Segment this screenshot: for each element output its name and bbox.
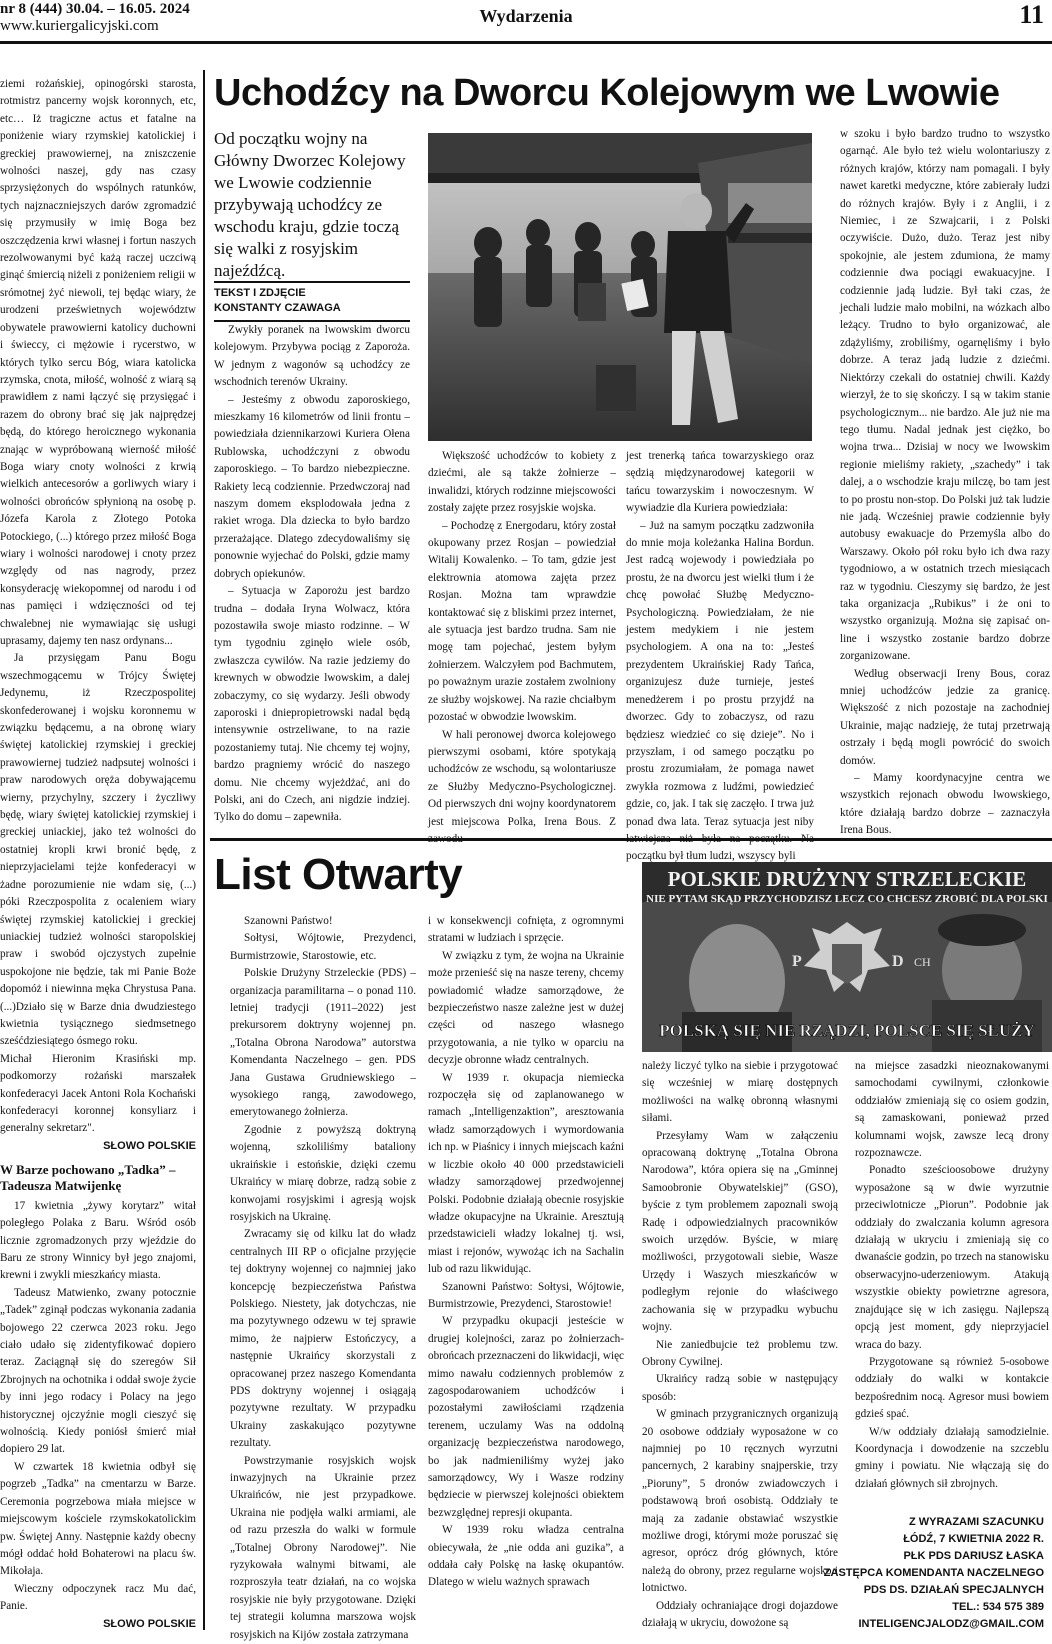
signature-line: ZASTĘPCA KOMENDANTA NACZELNEGO: [823, 1567, 1044, 1579]
paragraph: W przypadku okupacji jesteście w drugiej kolejności, zaraz po żołnierzach-obrońcach przeznaczeni do likwidacji, więc mimo nawału codziennych problemów z zagospodarowaniem uchodźców i pozostałymi zawiłościami rządzenia terenem, uczulamy Was na oddolną organizację bezpieczeństwa narodowego, bo jak nadmieniliśmy wyżej jako samorządowcy, Wy i Wasze rodziny będziecie w pierwszej kolejności obiektem bezwzględnej represji okupanta.: [428, 1315, 624, 1519]
signature-line: ŁÓDŹ, 7 KWIETNIA 2022 R.: [903, 1533, 1044, 1545]
source-label: SŁOWO POLSKIE: [103, 1139, 196, 1152]
paragraph: 17 kwietnia „żywy korytarz” witał poległego Polaka z Baru. Wśród osób licznie zgromadzonych przy wjeździe do Baru ze strony Winnicy był jego znajomi, krewni i zwykli mieszkańcy miasta.: [0, 1199, 196, 1282]
column-divider: [203, 70, 205, 1630]
email-link[interactable]: INTELIGENCJALODZ@GMAIL.COM: [858, 1618, 1044, 1630]
paragraph: Ja przysięgam Panu Bogu wszechmogącemu w Trójcy Świętej Jedynemu, iż Rzeczpospolitej skonfederowanej i wojsku koronnemu w związku będącemu, a na obronę wiary świętej katolickiej rzymskiej i greckiej prawowiernej tudzież nadpsutej wolności i praw narodowych oręża dobywającemu wierny, przychylny, szczery i życzliwy będę, wiary świętej katolickiej rzymskiej i greckiej uniackiej, jako też wolności do ostatniej kropli krwi bronić będę, z nieprzyjacielami tejże konfederacyi w żadne porozumienie nie wdam się, (...) póki Rzeczpospolita z ocaleniem wiary świętej rzymskiej katolickiej i greckiej uniackiej tudzież wolności staropolskiej praw i swobód ojczystych zupełnie uspokojone nie będzie, tak mi Panie Boże dopomóż i niewinna męka Chrystusa Pana. (...)Działo się w Barze dnia dwudziestego kwietnia tysiącznego siedmsetnego sześćdziesiątego ósmego roku.: [0, 652, 196, 1048]
paragraph: Sołtysi, Wójtowie, Prezydenci, Burmistrzowie, Starostowie, etc.: [230, 932, 416, 962]
byline-line: TEKST I ZDJĘCIE: [214, 287, 306, 299]
photo-illustration: [428, 133, 812, 441]
byline: [214, 281, 410, 322]
section-title: Wydarzenia: [479, 6, 573, 26]
paragraph: Michał Hieronim Krasiński mp. podkomorzy rożański marszałek konfederacyi Jacek Antoni Rola Kochański konfederacyi koronnej konsyliarz i generalny sekretarz".: [0, 1052, 196, 1135]
paragraph: Zwracamy się od kilku lat do władz centralnych III RP o oficjalne przyjęcie tej doktryny wojennej co najmniej jako koncepcję bezpieczeństwa Państwa Polskiego. Niestety, jak dotychczas, nie ma pozytywnego odzewu w tej sprawie mimo, że najpierw Estończycy, a następnie Ukraińcy skorzystali z opracowanej przez naszego Komendanta PDS doktryny wojennej i osiągają pozytywne rezultaty. W przypadku Ukrainy zaskakująco pozytywne rezultaty.: [230, 1228, 416, 1450]
paragraph: Wieczny odpoczynek racz Mu dać, Panie.: [0, 1582, 196, 1613]
section-divider: [210, 838, 1052, 841]
paragraph: Przesyłamy Wam w załączeniu opracowaną doktrynę „Totalna Obrona Narodowa”, która opiera się na „Gminnej Samoobronie Obywatelskiej” (GSO), byście z tym problemem zapoznali swoją Radę i odpowiedzialnych pracowników swoich urzędów. Byście, w miarę możliwości, przygotowali siebie, Wasze Urzędy i Waszych mieszkańców w podległym rejonie do właściwego zachowania się w przypadku wybuchu wojny.: [642, 1129, 838, 1334]
paragraph: jest trenerką tańca towarzyskiego oraz sędzią międzynarodowej kategorii w tańcu towarzyskim i nowoczesnym. W wywiadzie dla Kuriera powiedziała:: [626, 450, 814, 515]
paragraph: W 1939 r. okupacja niemiecka rozpoczęła się od zaplanowanego w ramach „Intelligenzaktion”, aresztowania władz samorządowych i wymordowania ich np. w Piaśnicy i innych miejscach kaźni w liczbie około 40 000 przedstawicieli władzy samorządowej przedwojennej Polski. Podobnie działają obecnie rosyjskie władze okupacyjne na Ukrainie. Aresztują przedstawicieli władzy lokalnej tj. wsi, miast i rejonów, wywożąc ich na Sachalin lub od razu likwidując.: [428, 1071, 624, 1276]
paragraph: Przygotowane są również 5-osobowe oddziały do walki w kontakcie bezpośrednim nocą. Agresor musi bowiem gdzieś spać.: [855, 1355, 1049, 1421]
paragraph: Ponadto sześcioosobowe drużyny wyposażone są w dwie wyrzutnie przeciwlotnicze „Piorun”. Podobnie jak oddziały do zwalczania kolumn agresora działają w ukryciu i zmieniają się co dwanaście godzin, po trzech na stanowisku obserwacyjno-uderzeniowym. Atakują wszystkie obiekty powietrzne agresora, znajdujące się w ich zasięgu. Najlepszą opcją jest moment, gdy nieprzyjaciel wraca do bazy.: [855, 1164, 1049, 1351]
paragraph: W/w oddziały działają samodzielnie. Koordynacja i dowodzenie na szczeblu gminy i powiatu. Nie włączają się do działań głównych sił zbrojnych.: [855, 1425, 1049, 1490]
paragraph: Polskie Drużyny Strzeleckie (PDS) – organizacja paramilitarna – o ponad 110. letniej tradycji (1911–2022) jest prekursorem doktryny wojennej pn. „Totalna Obrona Narodowa” autorstwa Komendanta Naczelnego – gen. PDS Jana Gustawa Grudniewskiego – wysokiego rangą, zawodowego, emerytowanego żołnierza.: [230, 967, 416, 1119]
source-label: SŁOWO POLSKIE: [103, 1617, 196, 1630]
refugees-photo: [428, 133, 812, 441]
paragraph: na miejsce zasadzki nieoznakowanymi samochodami cywilnymi, członkowie oddziałów zmieniają się co osiem godzin, są zamaskowani, ponieważ przed kolumnami wojsk, zawsze lecą drony rozpoznawcze.: [855, 1060, 1049, 1160]
paragraph: W czwartek 18 kwietnia odbył się pogrzeb „Tadka” na cmentarzu w Barze. Ceremonia pogrzebowa miała miejsce w miejscowym kościele rzymskokatolickim pw. Świętej Anny. Następnie każdy obecny mógł oddać hołd Bohaterowi na placu św. Mikołaja.: [0, 1460, 196, 1578]
paragraph: – Pochodzę z Energodaru, który został okupowany przez Rosjan – powiedział Witalij Kowalenko. – To tam, gdzie jest elektrownia atomowa zajęta przez Rosjan. Można tam wprawdzie kontaktować się z bliskimi przez internet, ale sytuacja jest bardzo trudna. Sam nie mogę tam pojechać, jestem byłym żołnierzem. Walczyłem pod Bachmutem, po poważnym urazie zostałem zwolniony ze służby wojskowej. Na razie chciałbym pozostać w obwodzie lwowskim.: [428, 519, 616, 724]
paragraph: Oddziały ochraniające drogi dojazdowe działają w ukryciu, dowożone są: [642, 1599, 838, 1629]
article1-column-1: [214, 322, 410, 822]
paragraph: – Mamy koordynacyjne centra we wszystkich rejonach obwodu lwowskiego, które działają bardzo dobrze – zaznaczyła Irena Bous.: [840, 772, 1050, 837]
paragraph: W 1939 roku władza centralna obiecywała, że „nie odda ani guzika”, a oddała cały Polskę na łaskę okupantów. Dlatego w wielu ważnych sprawach: [428, 1524, 624, 1589]
subheading: W Barze pochowano „Tadka” – Tadeusza Matwijenkę: [0, 1161, 176, 1193]
paragraph: Większość uchodźców to kobiety z dziećmi, ale są także żołnierze – inwalidzi, których rodzinne miejscowości zostały zajęte przez rosyjskie wojska.: [428, 450, 616, 515]
paragraph: ziemi rożańskiej, opinogórski starosta, rotmistrz pancerny wojsk koronnych, etc, etc… Iż tragiczne actus et fatalne na poniżenie wiary rzymskiej katolickiej i greckiej prawowiernej, na zniszczenie wolności naszej, gdy nas czasy sprzysiężonych do wspólnych ratunków, tych najznaczniejszych darów zgromadzić się przymusiły w imię Boga bez oszczędzenia krwi własnej i fortun naszych rezolwowanymi być każą raczej uczciwą ginąć śmiercią niżeli z poniżeniem religii w srómotnej żyć niewoli, tej będąc wiary, że urodzeni prześwietnych województw obywatele prawowierni katolicy duchowni i świeccy, ci mężowie i rycerstwo, w których tylko sercu Bóg, wiara katolicka rzymska, cnota, miłość, wolność z wiarą są prawidłem z nami łączyć się przysięgać i razem do obrony brać się jak najprędzej będą, do którego heroicznego wykonania znając w wypróbowaną wierność miłość Boga wiary cnoty wolności z krwią wielkich antecesorów a gorliwych wiary i wolności obrońców spłynioną na osobę p. Józefa Karola z Złotego Potoka Potockiego, (...) którego przez miłość Boga wiary i wolności narodowej i cnoty przez względy od nas nagrody, przez konsyderację wiekopomnej od narodu i od nas pamięci i wdzięczności od tej chwalebnej nie wymawiając się usługi uprasamy, dajemy ten nasz ordynans...: [0, 78, 196, 647]
article-title: Uchodźcy na Dworcu Kolejowym we Lwowie: [214, 72, 1000, 114]
pds-banner: [642, 862, 1052, 1052]
paragraph: W związku z tym, że wojna na Ukrainie może przenieść się na nasze tereny, chcemy powiadomić władze samorządowe, że bezpieczeństwo nasze zależne jest w dużej części od naszego własnego przygotowania, a nie tylko w oparciu na decyzje obronne władz centralnych.: [428, 949, 624, 1067]
signature-line: Z WYRAZAMI SZACUNKU: [908, 1516, 1044, 1528]
signature-line: PŁK PDS DARIUSZ ŁASKA: [903, 1550, 1044, 1562]
banner-illustration: [642, 862, 1052, 1052]
article-title: List Otwarty: [214, 850, 463, 899]
left-column: [0, 76, 196, 1632]
byline-author: KONSTANTY CZAWAGA: [214, 302, 341, 314]
article1-column-3: [626, 448, 814, 863]
paragraph: Szanowni Państwo!: [244, 915, 333, 927]
article-lead: Od początku wojny na Główny Dworzec Kolejowy we Lwowie codziennie przybywają uchodźcy ze wschodu kraju, gdzie toczą się walki z rosyjskim najeźdźcą.: [214, 129, 406, 280]
signature-block: [804, 1514, 1044, 1633]
paragraph: należy liczyć tylko na siebie i przygotować się wcześniej w miarę dostępnych możliwości na walkę obronną własnymi siłami.: [642, 1060, 838, 1125]
article2-column-1: [230, 913, 416, 1641]
page-header: [0, 0, 1052, 44]
banner-sub-text: NIE PYTAM SKĄD PRZYCHODZISZ LECZ CO CHCESZ ZROBIĆ DLA POLSKI: [646, 893, 1048, 905]
phone-number: TEL.: 534 575 389: [952, 1601, 1044, 1613]
paragraph: Zgodnie z powyższą doktryną wojenną, szkoliliśmy bataliony ukraińskie i estońskie, dzięki czemu Ukraińcy w miarę dobrze, radzą sobie z konwojami rosyjskimi i agresją wojsk rosyjskich na Ukrainę.: [230, 1123, 416, 1223]
website-link[interactable]: www.kuriergalicyjski.com: [0, 18, 159, 34]
paragraph: – Już na samym początku zadzwoniła do mnie moja koleżanka Halina Bordun. Jest radcą wojewody i powiedziała po prostu, że na dworcu jest wielki tłum i że chcę powołać Służbę Medyczno-Psychologiczną. Powiedziałam, że nie jestem medykiem i nie jestem psychologiem. A ona na to: „Jesteś prezydentem Ukraińskiej Rady Tańca, organizujesz duże turnieje, jesteś menedżerem i po prostu przyjdź na dworzec. Gdy to zobaczysz, od razu będziesz wiedzieć co się dzieje”. No i przyszłam, i od samego początku po prostu zrozumiałam, że pomaga nawet zwykła rozmowa z ludźmi, powiedzieć gdzie, co, jak. I tak się zaczęło. I trwa już ponad dwa lata. Teraz sytuacja jest niby początku był tłum ludzi, wszyscy byli: [626, 519, 814, 863]
paragraph: Tadeusz Matwienko, zwany potocznie „Tadek” zginął podczas wykonania zadania bojowego 22 czerwca 2023 roku. Jego ciało udało się zidentyfikować dopiero teraz. Zaciągnął się do szeregów Sił Zbrojnych na ochotnika i oddał swoje życie by inni jego rodacy i Polacy na jego historycznej ojczyźnie mogli cieszyć się wolnością. Kiedy poniósł śmierć miał dopiero 29 lat.: [0, 1286, 196, 1456]
article1-column-4: [840, 126, 1050, 837]
article2-column-4: [855, 1058, 1049, 1498]
paragraph: Według obserwacji Ireny Bous, coraz mniej uchodźców jedzie za granicę. Większość z nich pozostaje na zachodniej Ukrainie, mając nadzieję, że tutaj przetrwają ostrzały i będą mogli powrócić do swoich domów.: [840, 667, 1050, 767]
article2-column-2: [428, 913, 624, 1631]
paragraph: Ukraińcy radzą sobie w następujący sposób:: [642, 1373, 838, 1403]
page-number: 11: [1019, 0, 1044, 29]
paragraph: Nie zaniedbujcie też problemu tzw. Obrony Cywilnej.: [642, 1338, 838, 1368]
svg-text:CH: CH: [914, 955, 931, 969]
svg-text:P: P: [792, 953, 802, 970]
banner-bottom-text: POLSKĄ SIĘ NIE RZĄDZI, POLSCE SIĘ SŁUŻY: [659, 1021, 1035, 1040]
paragraph: Powstrzymanie rosyjskich wojsk inwazyjnych na Ukrainie przez Ukraińców, nie jest przypadkowe. Ukraina nie podjęła walki armiami, ale od razu przeszła do walki w formule „Totalnej Obrony Narodowej”. Nie ryzykowała walnymi bitwami, ale rozproszyła teatr działań, na co wojska rosyjskie nie były przygotowane. Dzięki tej strategii kolumna marszowa wojsk rosyjskich na Kijów została zatrzymana: [230, 1454, 416, 1641]
paragraph: w szoku i było bardzo trudno to wszystko ogarnąć. Ale było też wielu wolontariuszy z różnych krajów, którzy nam pomagali. I były nawet karetki medyczne, które zabierały ludzi do różnych krajów. Były i z Anglii, i z Niemiec, i ze Szwajcarii, i z Polski oczywiście. Dużo, dużo. Teraz jest niby spokojnie, ale jestem zdumiona, że mamy codziennie dwa pociągi ewakuacyjne. I codziennie jadą ludzie. Był taki czas, że jechali ludzie mało mobilni, na wózkach albo leżący. Trudno to było organizować, ale zdążyliśmy, zrobiliśmy, ogarnęliśmy i było dobrze. A teraz jadą ludzie z dziećmi. Niektórzy czekali do ostatniej chwili. Każdy wierzył, że to się skończy. I są w takim stanie psychologicznym... nie bardzo. Ale już nie ma tego tłumu. Nadal jednak jest ciężko, bo wojna trwa... Dzisiaj w nocy we lwowskim regionie mieliśmy rakiety, „szachedy” i tak dalej, a o wschodzie kraju milczę, bo tam jest to po prostu non-stop. Do Polski już tak ludzie nie jadą. Wcześniej prawie codziennie były autobusy ewakuacje do Przemyśla albo do Warszawy. Około pół roku było ich dwa razy tygodniowo, a w ostatnich trzech miesiącach raz w tygodniu. Cieszymy się bardzo, że jest taka organizacja „Rubikus” i że oni to wszystko organizują. Można się zapisać on-line i wszystko zostanie bardzo dobrze zorganizowane.: [840, 128, 1050, 663]
svg-text:D: D: [892, 953, 904, 970]
banner-top-text: POLSKIE DRUŻYNY STRZELECKIE: [667, 867, 1027, 891]
paragraph: W hali peronowej dworca kolejowego pierwszymi osobami, które spotykają uchodźców ze wschodu, są wolontariusze ze Służby Medyczno-Psychologicznej. Od pierwszych dni wojny koordynatorem jest miejscowa Polka, Irena Bous. Z: [428, 728, 616, 828]
signature-line: PDS DS. DZIAŁAŃ SPECJALNYCH: [863, 1584, 1044, 1596]
issue-number: nr 8 (444) 30.04. – 16.05. 2024: [0, 1, 190, 17]
paragraph: W gminach przygranicznych organizują 20 osobowe oddziały wyposażone w co najmniej po 10 ręcznych wyrzutni pancernych, 2 karabiny snajperskie, trzy „Pioruny”, 5 dronów zwiadowczych i podstawową broń osobistą. Oddziały te mają za zadanie obstawiać wszystkie możliwe drogi, którymi może poruszać się agresor, oprócz dróg głównych, które należą do obrony, przez regularne wojsko i lotnictwo.: [642, 1408, 838, 1595]
paragraph: Szanowni Państwo: Sołtysi, Wójtowie, Burmistrzowie, Prezydenci, Starostowie!: [428, 1280, 624, 1310]
paragraph: – Sytuacja w Zaporożu jest bardzo trudna – dodała Iryna Wolwacz, która pozostawiła swoje miasto rodzinne. – W tym tygodniu zginęło wiele osób, zwłaszcza cywilów. Na razie jedziemy do krewnych w obwodzie lwowskim, a dalej zobaczymy, co się wydarzy. Jeśli obwody zaporoski i dniepropietrowski nadal będą intensywnie ostrzeliwane, to na razie pozostaniemy tutaj. Nie chcemy tej wojny, bardzo pragniemy wrócić do naszego domu. Nie chcemy wyjeżdżać, ani do Polski, ani do Czech, ani nigdzie indziej. Tylko do domu – zapewniła.: [214, 585, 410, 824]
paragraph: Zwykły poranek na lwowskim dworcu kolejowym. Przybywa pociąg z Zaporoża. W jednym z wagonów są uchodźcy ze wschodnich terenów Ukrainy.: [214, 324, 410, 389]
paragraph: i w konsekwencji cofnięta, z ogromnymi stratami w ludziach i sprzęcie.: [428, 915, 624, 945]
paragraph: – Jesteśmy z obwodu zaporoskiego, mieszkamy 16 kilometrów od linii frontu – powiedziała dziennikarzowi Kuriera Ołena Rublowska, uchodźczyni z obwodu zaporoskiego. – To bardzo niebezpieczne. Rakiety lecą codziennie. Przedwczoraj nad naszym domem eksplodowała jedna z rakiet wroga. Dla dziecka to było bardzo przerażające. Dlatego zdecydowaliśmy się ponownie wyjechać do Polski, gdzie mamy dobrych opiekunów.: [214, 393, 410, 580]
article1-column-2: [428, 448, 616, 828]
